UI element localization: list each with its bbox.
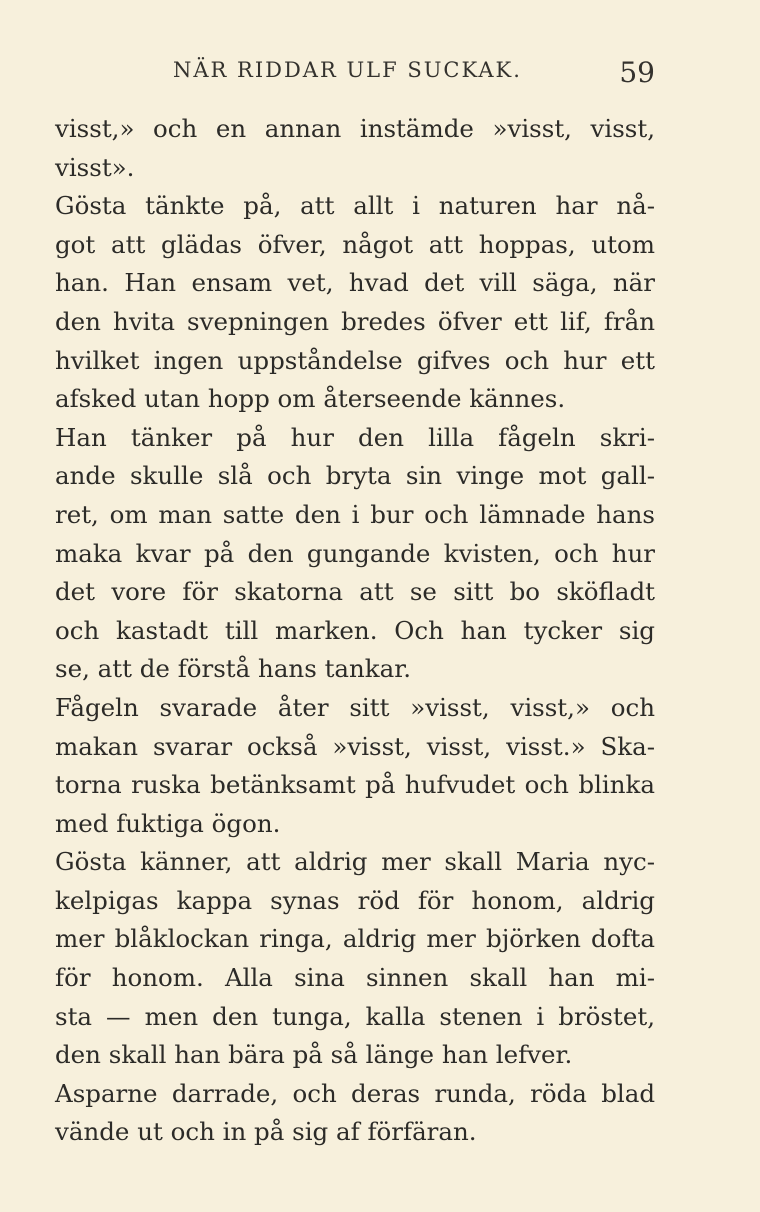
text-line: maka kvar på den gungande kvisten, och hur: [55, 538, 655, 568]
text-line: Fågeln svarade åter sitt »visst, visst,» och: [55, 692, 655, 722]
text-line: det vore för skatorna att se sitt bo sköfladt: [55, 577, 655, 607]
text-line: sta — men den tunga, kalla stenen i bröstet,: [55, 1001, 655, 1031]
text-line: Asparne darrade, och deras runda, röda blad: [55, 1078, 655, 1108]
body-text: [55, 110, 655, 1152]
text-line: torna ruska betänksamt på hufvudet och blinka: [55, 770, 655, 800]
text-line: got att glädas öfver, något att hoppas, utom: [55, 229, 655, 259]
text-line: och kastadt till marken. Och han tycker sig: [55, 615, 655, 645]
text-line: ret, om man satte den i bur och lämnade hans: [55, 499, 655, 529]
text-line: ande skulle slå och bryta sin vinge mot gall-: [55, 461, 655, 491]
text-line: Han tänker på hur den lilla fågeln skri-: [55, 422, 655, 452]
text-line: Gösta känner, att aldrig mer skall Maria nyc-: [55, 847, 655, 877]
text-line: han. Han ensam vet, hvad det vill säga, när: [55, 268, 655, 298]
text-line: visst,» och en annan instämde »visst, visst,: [55, 114, 655, 143]
text-line: den hvita svepningen bredes öfver ett lif, från: [55, 306, 655, 336]
text-line: mer blåklockan ringa, aldrig mer björken dofta: [55, 924, 655, 954]
text-line: med fuktiga ögon.: [55, 808, 281, 838]
text-line: den skall han bära på så länge han lefver.: [55, 1040, 573, 1070]
text-line: hvilket ingen uppståndelse gifves och hur ett: [55, 345, 655, 375]
text-line: visst».: [55, 152, 135, 182]
text-line: kelpigas kappa synas röd för honom, aldrig: [55, 885, 655, 915]
running-head: NÄR RIDDAR ULF SUCKAK.: [173, 58, 522, 82]
page-number: 59: [619, 56, 655, 89]
text-line: afsked utan hopp om återseende kännes.: [55, 384, 566, 414]
text-line: makan svarar också »visst, visst, visst.» Ska-: [55, 731, 655, 761]
text-line: se, att de förstå hans tankar.: [55, 654, 412, 684]
text-line: för honom. Alla sina sinnen skall han mi-: [55, 963, 655, 993]
text-line: vände ut och in på sig af förfäran.: [55, 1117, 477, 1147]
page-header: [55, 58, 655, 98]
text-line: Gösta tänkte på, att allt i naturen har nå-: [55, 191, 655, 221]
